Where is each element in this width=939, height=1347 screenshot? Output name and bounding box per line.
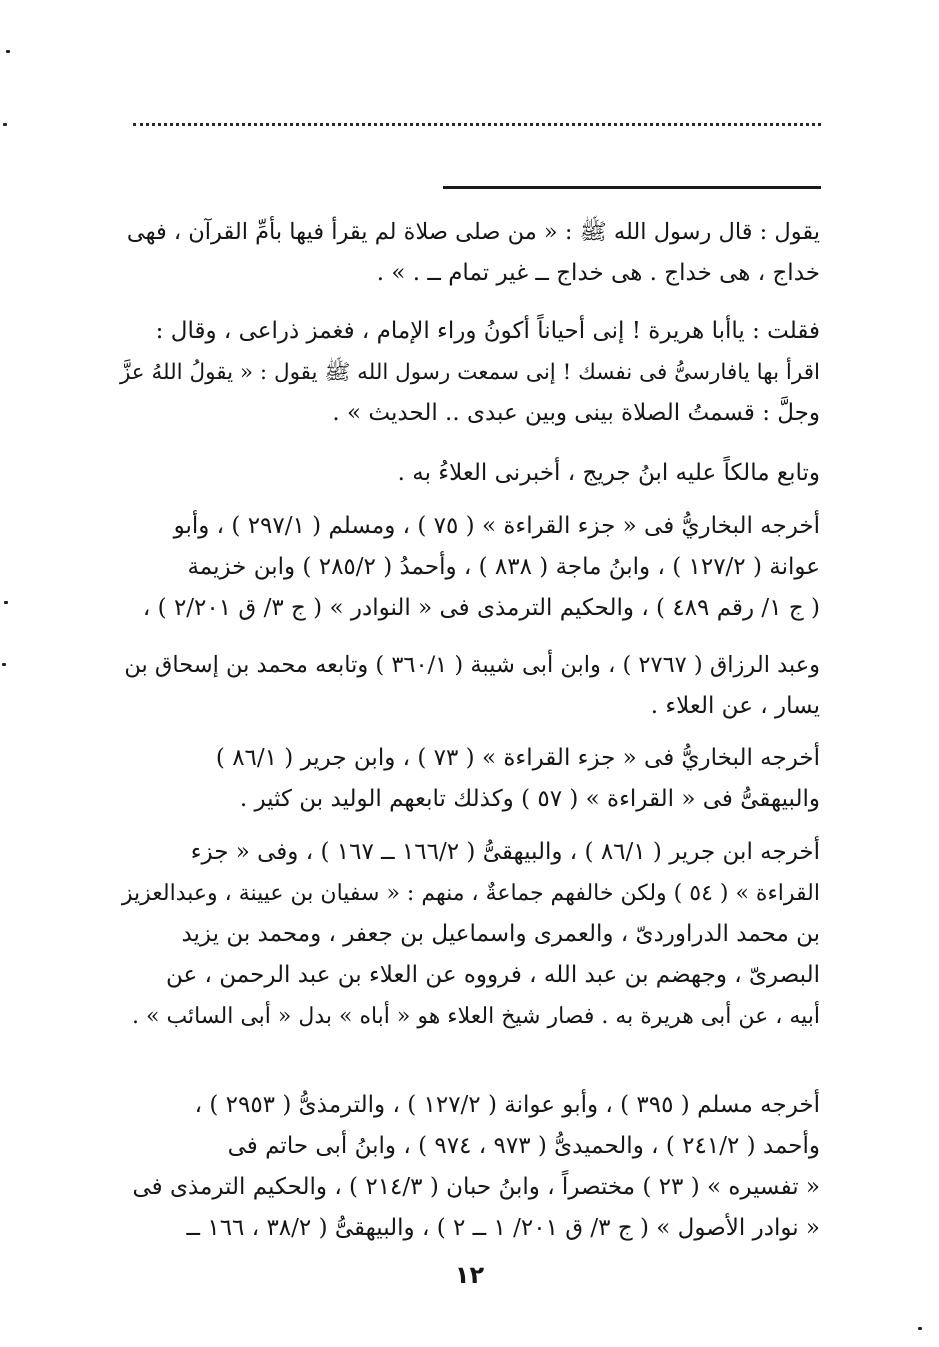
- text-line: خداج ، هى خداج . هى خداج ــ غير تمام ــ . » .: [376, 260, 820, 286]
- text-line: وعبد الرزاق ( ٢٧٦٧ ) ، وابن أبى شيبة ( ٣٦٠/١ ) وتابعه محمد بن إسحاق بن: [124, 652, 820, 678]
- dotted-separator: [133, 123, 821, 126]
- text-line: البصرىّ ، وجهضم بن عبد الله ، فرووه عن العلاء بن عبد الرحمن ، عن: [166, 962, 820, 988]
- paragraph-hadith-text: [120, 212, 820, 294]
- paragraph-takhrij-3: [120, 738, 820, 820]
- paragraph-mutaba: [120, 453, 820, 494]
- paragraph-takhrij-4: [120, 832, 820, 1037]
- scan-speck: [2, 663, 6, 666]
- text-line: وأحمد ( ٢٤١/٢ ) ، والحميدىُّ ( ٩٧٣ ، ٩٧٤ ) ، وابنُ أبى حاتم فى: [227, 1133, 820, 1159]
- text-line: عوانة ( ١٢٧/٢ ) ، وابنُ ماجة ( ٨٣٨ ) ، وأحمدُ ( ٢٨٥/٢ ) وابن خزيمة: [187, 554, 820, 580]
- text-line: وتابع مالكاً عليه ابنُ جريج ، أخبرنى العلاءُ به .: [397, 460, 820, 486]
- paragraph-takhrij-1: [120, 506, 820, 629]
- text-line: بن محمد الدراوردىّ ، والعمرى واسماعيل بن جعفر ، ومحمد بن يزيد: [181, 921, 820, 947]
- text-line: « نوادر الأصول » ( ج ٣/ ق ٢٠١/ ١ ــ ٢ ) ، والبيهقىُّ ( ٣٨/٢ ، ١٦٦ ــ: [186, 1215, 820, 1241]
- paragraph-takhrij-5: [120, 1085, 820, 1249]
- text-line: القراءة » ( ٥٤ ) ولكن خالفهم جماعةٌ ، منهم : « سفيان بن عيينة ، وعبدالعزيز: [121, 881, 820, 906]
- text-line: وجلَّ : قسمتُ الصلاة بينى وبين عبدى .. الحديث » .: [332, 400, 820, 426]
- page-number: ١٢: [454, 1261, 485, 1289]
- scan-speck: [918, 1327, 922, 1330]
- text-line: ( ج ١/ رقم ٤٨٩ ) ، والحكيم الترمذى فى « النوادر » ( ج ٣/ ق ٢/٢٠١ ) ،: [142, 595, 820, 621]
- text-line: أخرجه ابن جرير ( ٨٦/١ ) ، والبيهقىُّ ( ١٦٦/٢ ــ ١٦٧ ) ، وفى « جزء: [190, 839, 820, 865]
- text-line: أخرجه البخاريُّ فى « جزء القراءة » ( ٧٣ ) ، وابن جرير ( ٨٦/١ ): [215, 745, 820, 771]
- scan-speck: [3, 123, 7, 126]
- footnote-separator: [443, 186, 821, 189]
- text-line: يقول : قال رسول الله ﷺ : « من صلى صلاة لم يقرأ فيها بأمِّ القرآن ، فهى: [126, 219, 820, 245]
- text-line: أخرجه البخاريُّ فى « جزء القراءة » ( ٧٥ ) ، ومسلم ( ٢٩٧/١ ) ، وأبو: [173, 513, 820, 539]
- scan-speck: [6, 50, 10, 53]
- text-line: فقلت : ياأبا هريرة ! إنى أحياناً أكونُ وراء الإمام ، فغمز ذراعى ، وقال :: [155, 318, 820, 344]
- text-line: أخرجه مسلم ( ٣٩٥ ) ، وأبو عوانة ( ١٢٧/٢ ) ، والترمذىُّ ( ٢٩٥٣ ) ،: [194, 1092, 820, 1118]
- paragraph-question: [120, 311, 820, 434]
- text-line: والبيهقىُّ فى « القراءة » ( ٥٧ ) وكذلك تابعهم الوليد بن كثير .: [239, 786, 820, 812]
- text-line: « تفسيره » ( ٢٣ ) مختصراً ، وابنُ حبان ( ٢١٤/٣ ) ، والحكيم الترمذى فى: [132, 1174, 820, 1200]
- text-line: أبيه ، عن أبى هريرة به . فصار شيخ العلاء هو « أباه » بدل « أبى السائب » .: [132, 1004, 820, 1029]
- paragraph-takhrij-2: [120, 645, 820, 727]
- text-line: اقرأ بها يافارسىُّ فى نفسك ! إنى سمعت رسول الله ﷺ يقول : « يقولُ اللهُ عزَّ: [119, 360, 820, 385]
- text-line: يسار ، عن العلاء .: [650, 693, 820, 719]
- scan-speck: [4, 601, 8, 604]
